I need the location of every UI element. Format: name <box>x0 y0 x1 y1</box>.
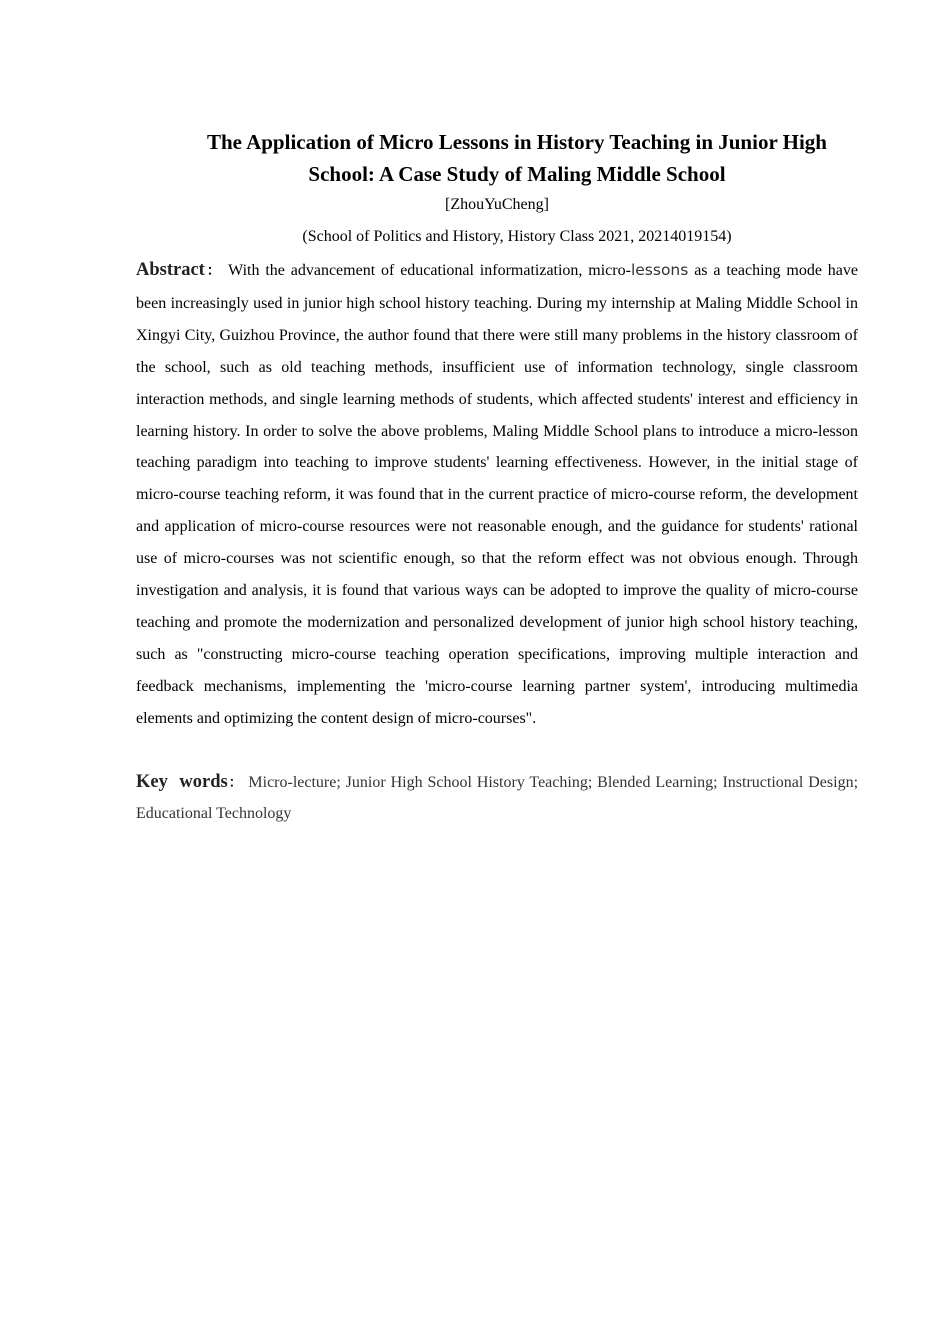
abstract-text-rest: as a teaching mode have been increasingly used in junior high school history teaching. During my internship at Maling Middle School in Xingyi City, Guizhou Province, the author found that there were still many problems in the history classroom of the school, such as old teaching methods, insufficient use of information technology, single classroom interaction methods, and single learning methods of students, which affected students' interest and efficiency in learning history. In order to solve the above problems, Maling Middle School plans to introduce a micro-lesson teaching paradigm into teaching to improve students' learning effectiveness. However, in the initial stage of micro-course teaching reform, it was found that in the current practice of micro-course reform, the development and application of micro-course resources were not reasonable enough, and the guidance for students' rational use of micro-courses was not scientific enough, so that the reform effect was not obvious enough. Through investigation and analysis, it is found that various ways can be adopted to improve the quality of micro-course teaching and promote the modernization and personalized development of junior high school history teaching, such as "constructing micro-course teaching operation specifications, improving multiple interaction and feedback mechanisms, implementing the 'micro-course learning partner system', introducing multimedia elements and optimizing the content design of micro-courses". <box>136 262 859 727</box>
keywords-label: Key words <box>136 772 228 792</box>
author-name: [ZhouYuCheng] <box>445 196 549 213</box>
keywords-text: Micro-lecture; Junior High School History Teaching; Blended Learning; Instructional Design; Educational Technology <box>136 774 859 822</box>
author-affiliation: (School of Politics and History, History Class 2021, 20214019154) <box>302 228 732 245</box>
abstract-separator: ： <box>204 264 223 279</box>
keywords-paragraph <box>136 767 858 829</box>
abstract-highlight-word: lessons <box>630 261 689 279</box>
abstract-text-start: With the advancement of educational informatization, micro- <box>228 262 631 279</box>
abstract-paragraph <box>136 255 858 735</box>
keywords-separator: ： <box>227 776 244 791</box>
abstract-label: Abstract <box>136 260 205 280</box>
paper-title: The Application of Micro Lessons in History Teaching in Junior High School: A Case Study of Maling Middle School <box>206 130 827 186</box>
